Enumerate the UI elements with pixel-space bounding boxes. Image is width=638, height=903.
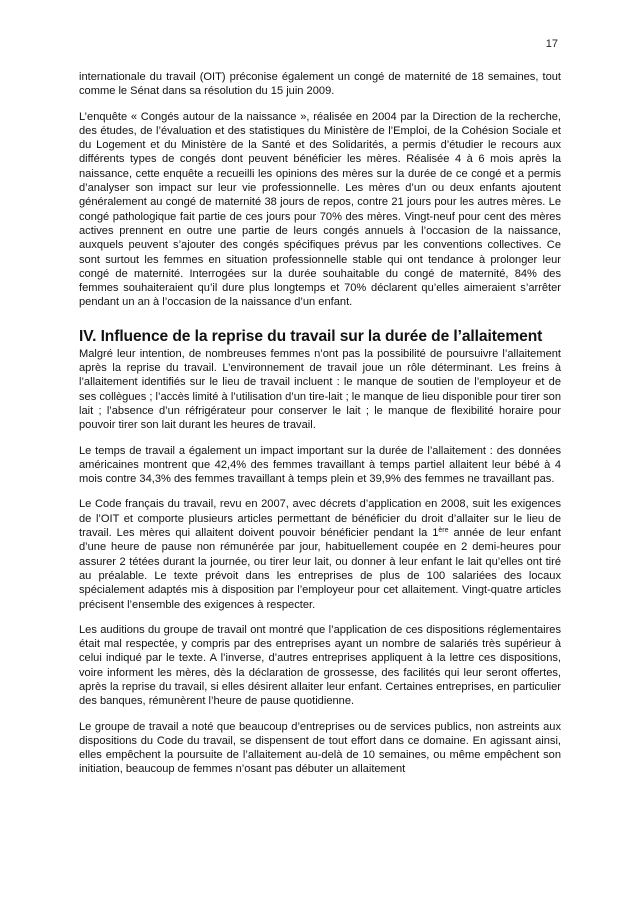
paragraph-public-services: Le groupe de travail a noté que beaucoup d’entreprises ou de services publics, non astreints aux dispositions du Code du travail, se dispensent de tout effort dans ce domaine. En agissant ainsi, elles empêchent la poursuite de l’allaitement au-delà de 10 semaines, ou même empêchent son initiation, beaucoup de femmes n’osant pas débuter un allaitement [79,720,561,776]
section-heading: IV. Influence de la reprise du travail sur la durée de l’allaitement [79,327,543,345]
paragraph-oit-recommendation: internationale du travail (OIT) préconise également un congé de maternité de 18 semaines, tout comme le Sénat dans sa résolution du 15 juin 2009. [79,71,561,98]
labour-code-text-start: Le Code français du travail, revu en 2007, avec décrets d’application en 2008, suit les exigences de l’OIT et comporte plusieurs articles permettant de bénéficier du droit d’allaiter sur le lieu de travail. Les mères qui allaitent doivent pouvoir bénéficier pendant la 1 [79,498,561,540]
paragraph-survey-leave: L’enquête « Congés autour de la naissance », réalisée en 2004 par la Direction de la recherche, des études, de l’évaluation et des statistiques du Ministère de l’Emploi, de la Cohésion Sociale et du Logement et du Ministère de la Santé et des Solidarités, a permis d’étudier le recours aux différents types de congés dont peuvent bénéficier les mères. Réalisée 4 à 6 mois après la naissance, cette enquête a recueilli les opinions des mères sur la durée de ce congé et a permis d’analyser son impact sur leur vie professionnelle. Les mères d’un ou deux enfants ajoutent généralement au congé de maternité 38 jours de repos, contre 21 jours pour les autres mères. Le congé pathologique fait partie de ces jours pour 70% des mères. Vingt-neuf pour cent des mères actives prennent en outre une partie de leurs congés annuels à l’occasion de la naissance, auxquels peuvent s’ajouter des congés spécifiques prévus par les conventions collectives. Ce sont surtout les femmes en situation professionnelle stable qui ont tendance à prolonger leur congé de maternité. Interrogées sur la durée souhaitable du congé de maternité, 84% des femmes souhaiteraient qu’il dure plus longtemps et 70% déclarent qu’elles aimeraient s’arrêter pendant un an à l’occasion de la naissance d’un enfant. [79,110,561,309]
page-number: 17 [545,38,558,50]
ordinal-superscript: ère [438,527,449,535]
page-content [79,70,561,788]
paragraph-workplace-barriers: Malgré leur intention, de nombreuses femmes n’ont pas la possibilité de poursuivre l’allaitement après la reprise du travail. L’environnement de travail joue un rôle déterminant. Les freins à l’allaitement identifiés sur le lieu de travail incluent : le manque de soutien de l’employeur et de ses collègues ; l’accès limité à l’utilisation d’un tire-lait ; le manque de lieu disponible pour tirer son lait ; l’absence d’un réfrigérateur pour conserver le lait ; le manque de flexibilité horaire pour pouvoir tirer son lait durant les heures de travail. [79,347,561,432]
paragraph-labour-code [79,497,561,611]
paragraph-working-time: Le temps de travail a également un impact important sur la durée de l’allaitement : des données américaines montrent que 42,4% des femmes travaillant à temps partiel allaitent leur bébé à 4 mois contre 34,3% des femmes travaillant à temps plein et 39,9% des femmes ne travaillant pas. [79,444,561,486]
paragraph-hearings: Les auditions du groupe de travail ont montré que l’application de ces dispositions réglementaires était mal respectée, y compris par des entreprises ayant un nombre de salariés très supérieur à celui indiqué par le texte. A l’inverse, d’autres entreprises appliquent à la lettre ces dispositions, voire informent les mères, dès la déclaration de grossesse, des facilités qui leur seront offertes, après la reprise du travail, si elles désirent allaiter leur enfant. Certaines entreprises, en particulier des banques, rémunèrent l’heure de pause quotidienne. [79,623,561,708]
labour-code-text-end: année de leur enfant d’une heure de pause non rémunérée par jour, habituellement coupée en 2 demi-heures pour assurer 2 tétées durant la journée, ou tirer leur lait, ou donner à leur enfant le lait qu’elles ont tiré au préalable. Le texte prévoit dans les entreprises de plus de 100 salariées des locaux spécialement adaptés mis à disposition par l’employeur pour cet allaitement. Vingt-quatre articles précisent l’ensemble des exigences à respecter. [79,527,561,611]
